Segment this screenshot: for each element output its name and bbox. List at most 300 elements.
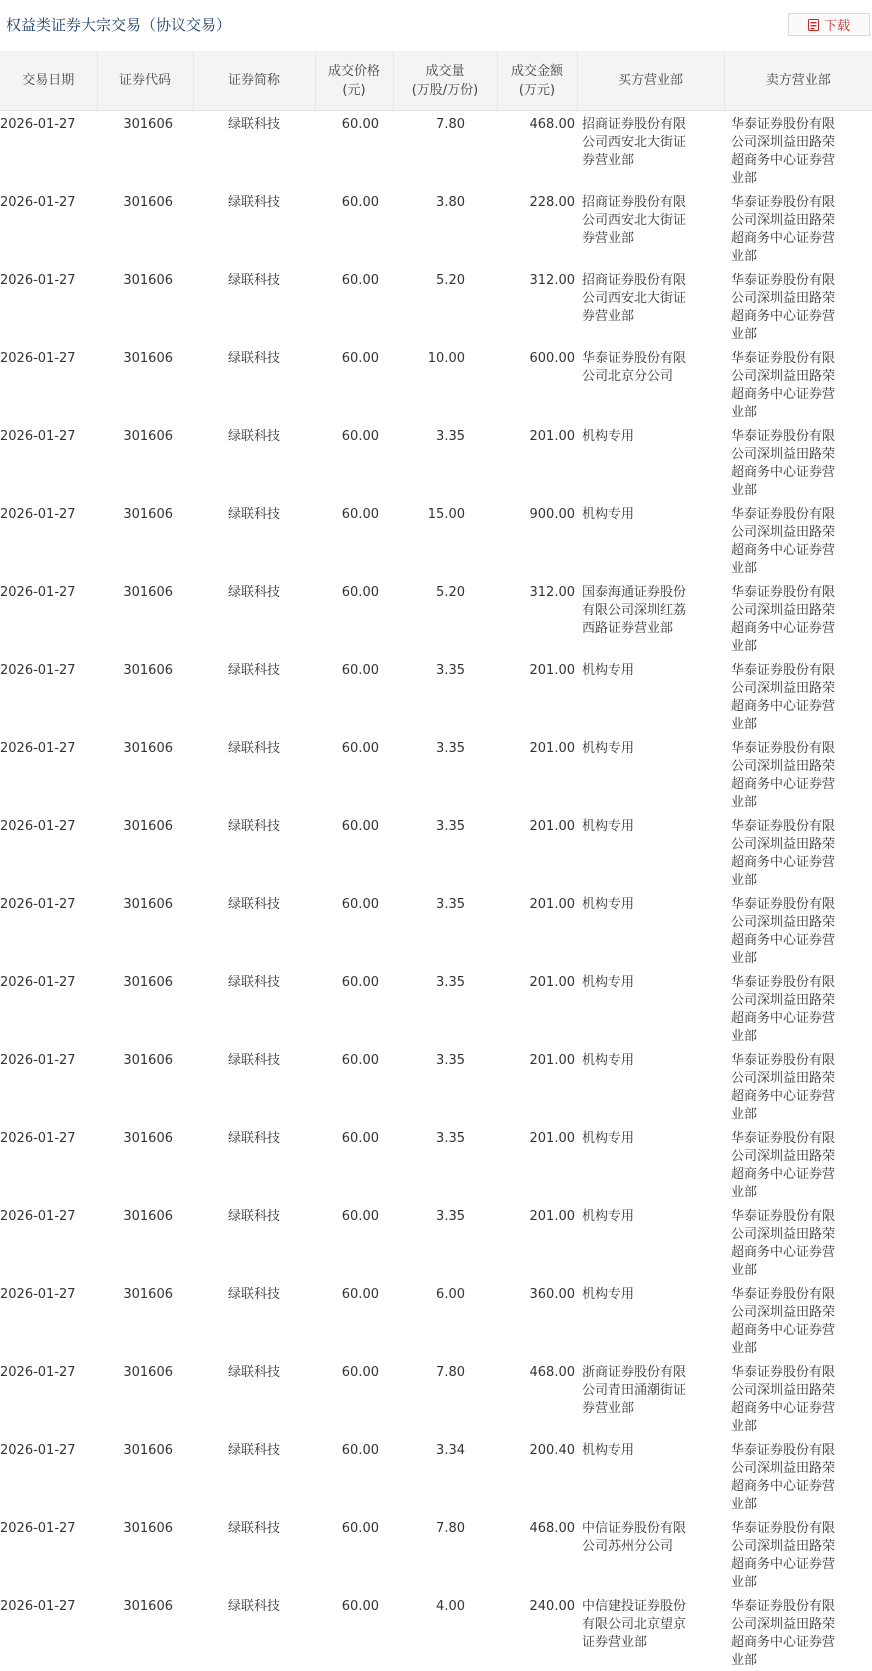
cell-date-text: 2026-01-27 (0, 1598, 96, 1616)
cell-price-text: 60.00 (316, 350, 379, 368)
cell-amount (497, 579, 577, 657)
cell-name-text: 绿联科技 (194, 1208, 314, 1226)
cell-name (193, 657, 315, 735)
cell-code-text: 301606 (98, 194, 173, 212)
cell-price-text: 60.00 (316, 116, 379, 134)
cell-amount (497, 1437, 577, 1515)
cell-volume-text: 5.20 (394, 272, 465, 290)
column-header-volume: 成交量 (万股/万份) (393, 51, 497, 111)
cell-seller-text: 华泰证券股份有限公司深圳益田路荣超商务中心证券营业部 (731, 1052, 840, 1124)
cell-code (97, 657, 193, 735)
cell-amount-text: 201.00 (498, 740, 575, 758)
cell-date (0, 501, 97, 579)
cell-seller-text: 华泰证券股份有限公司深圳益田路荣超商务中心证券营业部 (731, 116, 840, 188)
cell-name (193, 1281, 315, 1359)
cell-name (193, 423, 315, 501)
cell-name-text: 绿联科技 (194, 818, 314, 836)
cell-volume-text: 3.35 (394, 662, 465, 680)
cell-code-text: 301606 (98, 584, 173, 602)
cell-price (315, 501, 393, 579)
cell-volume-text: 4.00 (394, 1598, 465, 1616)
cell-price (315, 423, 393, 501)
cell-volume (393, 969, 497, 1047)
cell-seller (724, 1281, 872, 1359)
cell-name (193, 1437, 315, 1515)
cell-code-text: 301606 (98, 1130, 173, 1148)
cell-code (97, 1515, 193, 1593)
cell-name-text: 绿联科技 (194, 740, 314, 758)
cell-price (315, 891, 393, 969)
cell-buyer (577, 657, 724, 735)
cell-volume (393, 1281, 497, 1359)
table-row (0, 1125, 872, 1203)
cell-seller-text: 华泰证券股份有限公司深圳益田路荣超商务中心证券营业部 (731, 1286, 840, 1358)
cell-buyer (577, 1203, 724, 1281)
cell-price (315, 969, 393, 1047)
cell-date-text: 2026-01-27 (0, 740, 96, 758)
cell-volume-text: 3.80 (394, 194, 465, 212)
cell-date (0, 189, 97, 267)
cell-code-text: 301606 (98, 506, 173, 524)
column-header-name: 证券简称 (193, 51, 315, 111)
table-row (0, 1203, 872, 1281)
cell-volume-text: 3.35 (394, 1052, 465, 1070)
cell-volume-text: 3.35 (394, 896, 465, 914)
cell-date (0, 1047, 97, 1125)
cell-volume-text: 7.80 (394, 1520, 465, 1538)
cell-seller-text: 华泰证券股份有限公司深圳益田路荣超商务中心证券营业部 (731, 818, 840, 890)
cell-code (97, 267, 193, 345)
cell-amount-text: 228.00 (498, 194, 575, 212)
table-row (0, 969, 872, 1047)
cell-price-text: 60.00 (316, 194, 379, 212)
cell-price (315, 1203, 393, 1281)
cell-code-text: 301606 (98, 662, 173, 680)
cell-date-text: 2026-01-27 (0, 1520, 96, 1538)
cell-buyer (577, 813, 724, 891)
cell-volume (393, 1203, 497, 1281)
cell-date (0, 735, 97, 813)
cell-date-text: 2026-01-27 (0, 1208, 96, 1226)
cell-name (193, 813, 315, 891)
cell-buyer (577, 1125, 724, 1203)
cell-buyer (577, 1281, 724, 1359)
cell-date (0, 423, 97, 501)
cell-name-text: 绿联科技 (194, 1052, 314, 1070)
cell-buyer-text: 中信证券股份有限公司苏州分公司 (582, 1520, 694, 1556)
cell-amount (497, 657, 577, 735)
cell-code-text: 301606 (98, 1208, 173, 1226)
table-row (0, 267, 872, 345)
cell-date-text: 2026-01-27 (0, 194, 96, 212)
cell-date-text: 2026-01-27 (0, 1052, 96, 1070)
cell-date-text: 2026-01-27 (0, 974, 96, 992)
cell-date-text: 2026-01-27 (0, 1364, 96, 1382)
cell-price (315, 345, 393, 423)
cell-volume (393, 1359, 497, 1437)
cell-buyer-text: 华泰证券股份有限公司北京分公司 (582, 350, 694, 386)
cell-buyer (577, 345, 724, 423)
cell-buyer (577, 891, 724, 969)
cell-buyer-text: 国泰海通证券股份有限公司深圳红荔西路证券营业部 (582, 584, 694, 638)
cell-seller (724, 579, 872, 657)
cell-seller (724, 189, 872, 267)
cell-price-text: 60.00 (316, 974, 379, 992)
cell-code (97, 1125, 193, 1203)
table-row (0, 657, 872, 735)
cell-buyer (577, 1593, 724, 1671)
cell-amount-text: 468.00 (498, 116, 575, 134)
cell-price-text: 60.00 (316, 506, 379, 524)
cell-volume-text: 3.35 (394, 740, 465, 758)
cell-seller (724, 423, 872, 501)
cell-buyer (577, 111, 724, 190)
cell-amount-text: 201.00 (498, 1208, 575, 1226)
cell-code-text: 301606 (98, 116, 173, 134)
cell-date-text: 2026-01-27 (0, 350, 96, 368)
cell-amount (497, 111, 577, 190)
cell-code (97, 1203, 193, 1281)
cell-name-text: 绿联科技 (194, 1442, 314, 1460)
cell-name (193, 345, 315, 423)
cell-buyer-text: 招商证券股份有限公司西安北大街证券营业部 (582, 272, 694, 326)
cell-amount-text: 600.00 (498, 350, 575, 368)
cell-amount-text: 468.00 (498, 1520, 575, 1538)
cell-volume (393, 189, 497, 267)
column-header-date: 交易日期 (0, 51, 97, 111)
cell-date (0, 1281, 97, 1359)
cell-date-text: 2026-01-27 (0, 896, 96, 914)
cell-volume (393, 345, 497, 423)
cell-price (315, 735, 393, 813)
cell-seller-text: 华泰证券股份有限公司深圳益田路荣超商务中心证券营业部 (731, 428, 840, 500)
cell-buyer-text: 机构专用 (582, 428, 694, 446)
cell-amount (497, 345, 577, 423)
cell-volume-text: 7.80 (394, 116, 465, 134)
cell-date-text: 2026-01-27 (0, 428, 96, 446)
cell-volume (393, 267, 497, 345)
cell-code (97, 501, 193, 579)
column-header-seller: 卖方营业部 (724, 51, 872, 111)
cell-code (97, 1593, 193, 1671)
cell-buyer-text: 机构专用 (582, 1052, 694, 1070)
cell-code-text: 301606 (98, 350, 173, 368)
cell-seller (724, 735, 872, 813)
download-icon (808, 19, 819, 31)
cell-date (0, 1593, 97, 1671)
cell-name (193, 189, 315, 267)
cell-price-text: 60.00 (316, 1052, 379, 1070)
cell-code-text: 301606 (98, 1598, 173, 1616)
cell-volume (393, 1593, 497, 1671)
cell-name (193, 969, 315, 1047)
header-row (0, 51, 872, 111)
cell-buyer-text: 机构专用 (582, 1208, 694, 1226)
table-row (0, 1281, 872, 1359)
cell-name-text: 绿联科技 (194, 662, 314, 680)
column-header-amount: 成交金额 (万元) (497, 51, 577, 111)
cell-seller (724, 1515, 872, 1593)
cell-code (97, 345, 193, 423)
cell-amount-text: 312.00 (498, 272, 575, 290)
cell-amount-text: 900.00 (498, 506, 575, 524)
cell-code-text: 301606 (98, 1442, 173, 1460)
table-row (0, 423, 872, 501)
cell-price-text: 60.00 (316, 584, 379, 602)
cell-price (315, 111, 393, 190)
cell-price-text: 60.00 (316, 428, 379, 446)
cell-amount-text: 360.00 (498, 1286, 575, 1304)
cell-name-text: 绿联科技 (194, 116, 314, 134)
cell-name-text: 绿联科技 (194, 506, 314, 524)
cell-amount (497, 423, 577, 501)
cell-price (315, 267, 393, 345)
cell-price-text: 60.00 (316, 1286, 379, 1304)
cell-price (315, 1125, 393, 1203)
cell-seller-text: 华泰证券股份有限公司深圳益田路荣超商务中心证券营业部 (731, 896, 840, 968)
cell-volume (393, 111, 497, 190)
cell-seller (724, 1437, 872, 1515)
cell-seller (724, 1203, 872, 1281)
cell-amount (497, 1203, 577, 1281)
cell-buyer-text: 招商证券股份有限公司西安北大街证券营业部 (582, 116, 694, 170)
cell-name (193, 735, 315, 813)
table-row (0, 501, 872, 579)
cell-seller (724, 813, 872, 891)
cell-date (0, 813, 97, 891)
table-body (0, 111, 872, 1671)
table-row (0, 189, 872, 267)
cell-seller (724, 1359, 872, 1437)
cell-amount (497, 735, 577, 813)
cell-volume (393, 423, 497, 501)
cell-name (193, 1359, 315, 1437)
cell-code-text: 301606 (98, 272, 173, 290)
cell-name (193, 1047, 315, 1125)
cell-volume (393, 1047, 497, 1125)
cell-seller-text: 华泰证券股份有限公司深圳益田路荣超商务中心证券营业部 (731, 1520, 840, 1592)
cell-volume-text: 15.00 (394, 506, 465, 524)
cell-volume-text: 10.00 (394, 350, 465, 368)
cell-date (0, 1203, 97, 1281)
table-row (0, 891, 872, 969)
cell-name-text: 绿联科技 (194, 428, 314, 446)
cell-code-text: 301606 (98, 740, 173, 758)
cell-seller (724, 267, 872, 345)
cell-name-text: 绿联科技 (194, 272, 314, 290)
cell-name-text: 绿联科技 (194, 584, 314, 602)
cell-volume-text: 3.35 (394, 428, 465, 446)
table-row (0, 579, 872, 657)
cell-amount-text: 201.00 (498, 818, 575, 836)
cell-name (193, 1203, 315, 1281)
cell-amount (497, 1515, 577, 1593)
cell-date (0, 891, 97, 969)
cell-price-text: 60.00 (316, 1208, 379, 1226)
cell-name (193, 501, 315, 579)
cell-price-text: 60.00 (316, 1130, 379, 1148)
cell-amount (497, 813, 577, 891)
cell-buyer (577, 1437, 724, 1515)
cell-buyer (577, 267, 724, 345)
cell-date (0, 1359, 97, 1437)
cell-date-text: 2026-01-27 (0, 662, 96, 680)
cell-price (315, 813, 393, 891)
cell-seller-text: 华泰证券股份有限公司深圳益田路荣超商务中心证券营业部 (731, 662, 840, 734)
cell-price (315, 657, 393, 735)
cell-name-text: 绿联科技 (194, 1364, 314, 1382)
cell-seller-text: 华泰证券股份有限公司深圳益田路荣超商务中心证券营业部 (731, 506, 840, 578)
table-row (0, 813, 872, 891)
column-header-code: 证券代码 (97, 51, 193, 111)
cell-date-text: 2026-01-27 (0, 584, 96, 602)
cell-code (97, 1281, 193, 1359)
cell-name (193, 1593, 315, 1671)
cell-date (0, 1437, 97, 1515)
cell-date (0, 657, 97, 735)
cell-name (193, 1515, 315, 1593)
cell-code-text: 301606 (98, 818, 173, 836)
cell-volume-text: 3.35 (394, 1130, 465, 1148)
cell-amount (497, 1593, 577, 1671)
cell-seller (724, 657, 872, 735)
cell-name (193, 579, 315, 657)
cell-date (0, 579, 97, 657)
table-row (0, 1359, 872, 1437)
cell-buyer (577, 189, 724, 267)
cell-buyer (577, 501, 724, 579)
cell-volume-text: 3.34 (394, 1442, 465, 1460)
cell-price (315, 579, 393, 657)
cell-seller-text: 华泰证券股份有限公司深圳益田路荣超商务中心证券营业部 (731, 740, 840, 812)
cell-seller-text: 华泰证券股份有限公司深圳益田路荣超商务中心证券营业部 (731, 272, 840, 344)
cell-seller-text: 华泰证券股份有限公司深圳益田路荣超商务中心证券营业部 (731, 350, 840, 422)
table-row (0, 735, 872, 813)
cell-price-text: 60.00 (316, 818, 379, 836)
cell-price-text: 60.00 (316, 1598, 379, 1616)
cell-date-text: 2026-01-27 (0, 1442, 96, 1460)
cell-name (193, 267, 315, 345)
cell-buyer-text: 机构专用 (582, 1286, 694, 1304)
cell-date (0, 1125, 97, 1203)
cell-name (193, 1125, 315, 1203)
cell-amount (497, 1359, 577, 1437)
cell-price-text: 60.00 (316, 740, 379, 758)
cell-seller (724, 1047, 872, 1125)
cell-buyer (577, 1515, 724, 1593)
cell-code (97, 891, 193, 969)
cell-buyer-text: 机构专用 (582, 662, 694, 680)
cell-code (97, 423, 193, 501)
cell-date (0, 1515, 97, 1593)
cell-volume (393, 813, 497, 891)
cell-volume (393, 1437, 497, 1515)
cell-volume (393, 891, 497, 969)
cell-amount (497, 1125, 577, 1203)
title-bar (0, 0, 872, 50)
cell-code-text: 301606 (98, 974, 173, 992)
download-button[interactable] (788, 13, 870, 36)
table-row (0, 1047, 872, 1125)
table-header (0, 51, 872, 111)
cell-price-text: 60.00 (316, 1520, 379, 1538)
cell-amount-text: 200.40 (498, 1442, 575, 1460)
cell-amount-text: 201.00 (498, 896, 575, 914)
cell-buyer-text: 机构专用 (582, 506, 694, 524)
cell-price-text: 60.00 (316, 1442, 379, 1460)
cell-date-text: 2026-01-27 (0, 272, 96, 290)
cell-amount-text: 201.00 (498, 662, 575, 680)
cell-amount-text: 201.00 (498, 1052, 575, 1070)
cell-volume-text: 7.80 (394, 1364, 465, 1382)
cell-code-text: 301606 (98, 1286, 173, 1304)
cell-seller (724, 891, 872, 969)
cell-buyer-text: 机构专用 (582, 818, 694, 836)
cell-buyer (577, 1047, 724, 1125)
cell-amount-text: 312.00 (498, 584, 575, 602)
cell-seller (724, 501, 872, 579)
cell-code-text: 301606 (98, 896, 173, 914)
cell-seller (724, 969, 872, 1047)
cell-buyer-text: 机构专用 (582, 974, 694, 992)
cell-date-text: 2026-01-27 (0, 116, 96, 134)
cell-amount-text: 201.00 (498, 1130, 575, 1148)
cell-buyer-text: 招商证券股份有限公司西安北大街证券营业部 (582, 194, 694, 248)
cell-code (97, 1047, 193, 1125)
download-label: 下载 (824, 15, 850, 34)
cell-code (97, 579, 193, 657)
cell-amount-text: 201.00 (498, 974, 575, 992)
cell-buyer (577, 1359, 724, 1437)
cell-date (0, 345, 97, 423)
cell-volume-text: 6.00 (394, 1286, 465, 1304)
cell-volume-text: 5.20 (394, 584, 465, 602)
cell-volume (393, 657, 497, 735)
cell-seller-text: 华泰证券股份有限公司深圳益田路荣超商务中心证券营业部 (731, 1364, 840, 1436)
cell-seller-text: 华泰证券股份有限公司深圳益田路荣超商务中心证券营业部 (731, 1598, 840, 1670)
cell-date-text: 2026-01-27 (0, 506, 96, 524)
cell-price (315, 189, 393, 267)
cell-buyer-text: 机构专用 (582, 1442, 694, 1460)
cell-volume (393, 501, 497, 579)
page-title: 权益类证券大宗交易（协议交易） (6, 14, 231, 35)
cell-seller-text: 华泰证券股份有限公司深圳益田路荣超商务中心证券营业部 (731, 194, 840, 266)
cell-volume-text: 3.35 (394, 974, 465, 992)
cell-price (315, 1515, 393, 1593)
cell-amount-text: 201.00 (498, 428, 575, 446)
cell-date (0, 267, 97, 345)
cell-code-text: 301606 (98, 1364, 173, 1382)
table-row (0, 111, 872, 190)
cell-amount (497, 1281, 577, 1359)
cell-volume (393, 1515, 497, 1593)
cell-amount (497, 891, 577, 969)
cell-price (315, 1359, 393, 1437)
cell-name (193, 111, 315, 190)
cell-code (97, 813, 193, 891)
cell-date (0, 111, 97, 190)
cell-name-text: 绿联科技 (194, 1520, 314, 1538)
cell-amount (497, 969, 577, 1047)
table-row (0, 345, 872, 423)
cell-seller-text: 华泰证券股份有限公司深圳益田路荣超商务中心证券营业部 (731, 974, 840, 1046)
column-header-price: 成交价格 (元) (315, 51, 393, 111)
cell-volume (393, 735, 497, 813)
cell-code (97, 1437, 193, 1515)
cell-name-text: 绿联科技 (194, 1598, 314, 1616)
cell-code-text: 301606 (98, 428, 173, 446)
cell-amount-text: 468.00 (498, 1364, 575, 1382)
